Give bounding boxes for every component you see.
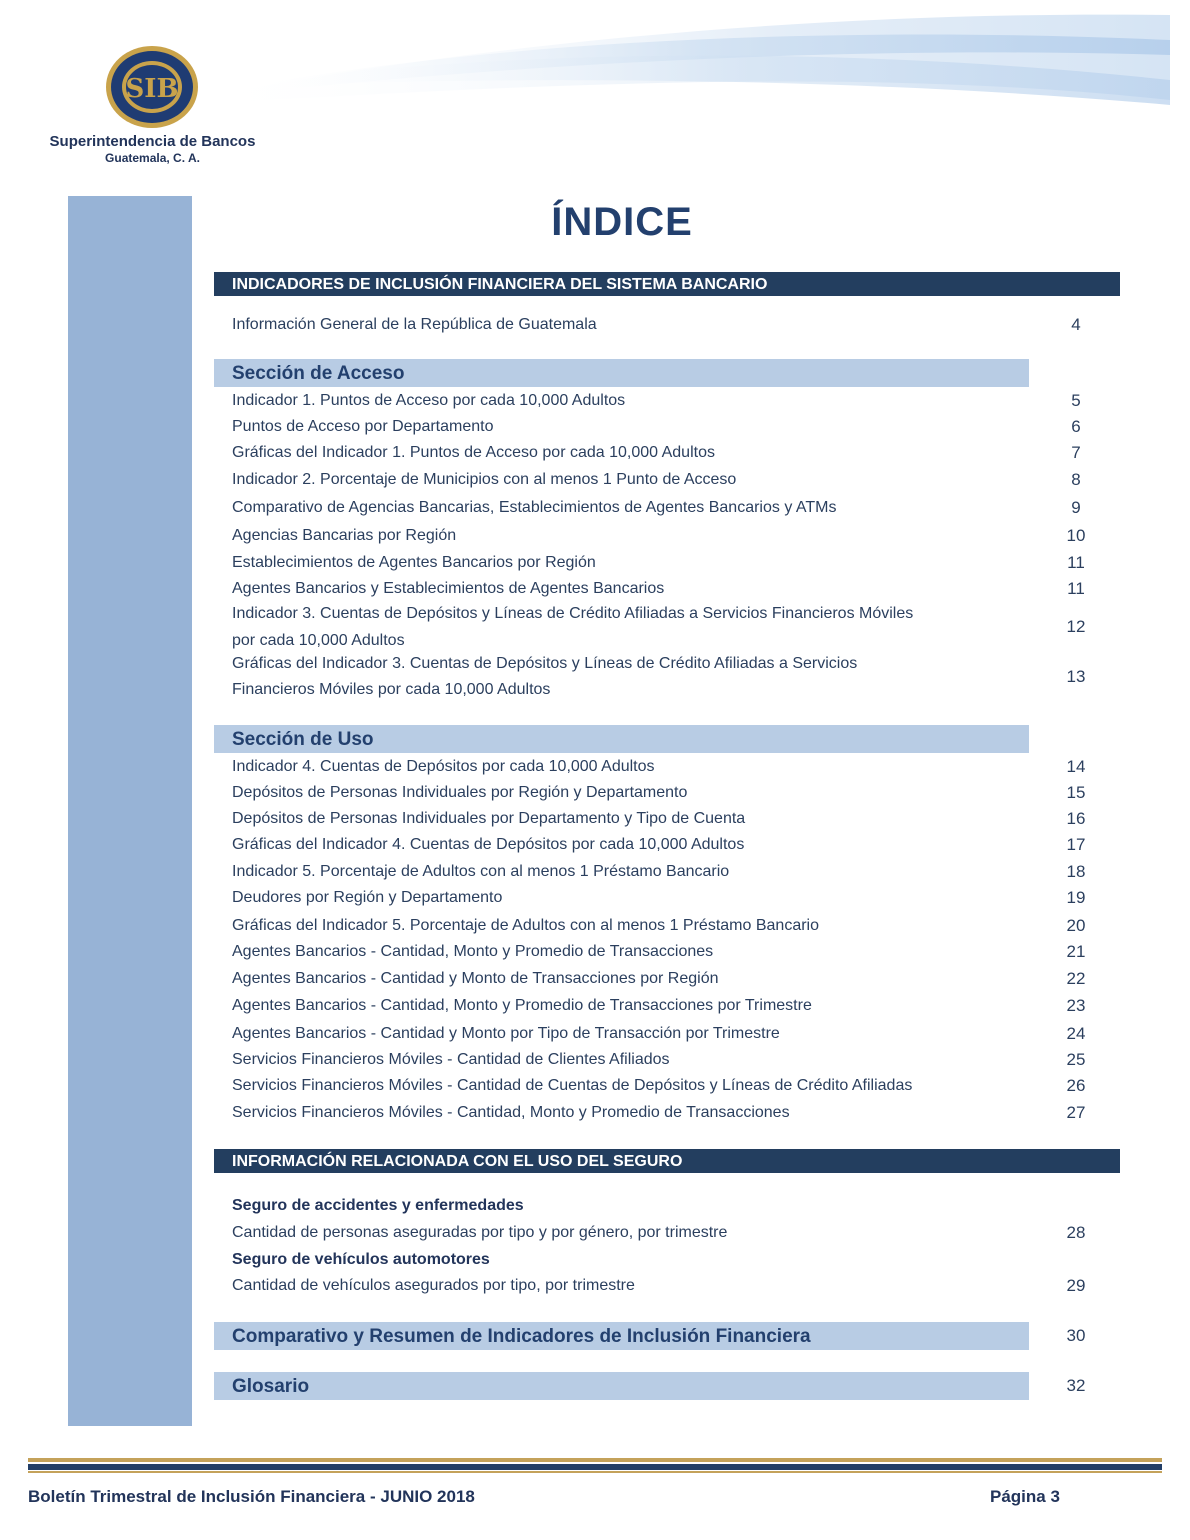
- toc-entry-line2[interactable]: Financieros Móviles por cada 10,000 Adultos: [232, 681, 551, 698]
- section-header-seguro: INFORMACIÓN RELACIONADA CON EL USO DEL SEGURO: [214, 1149, 1120, 1173]
- footer-page-number: Página 3: [990, 1487, 1060, 1506]
- toc-entry[interactable]: Servicios Financieros Móviles - Cantidad de Clientes Afiliados: [232, 1051, 670, 1068]
- logo-text: SIB: [125, 74, 179, 104]
- toc-entry-informacion-general[interactable]: Información General de la República de Guatemala: [232, 316, 597, 333]
- toc-page-number: 6: [1071, 417, 1081, 436]
- toc-page-number: 12: [1066, 617, 1086, 636]
- toc-page-number: 11: [1067, 553, 1085, 572]
- toc-page-number: 14: [1066, 757, 1086, 776]
- toc-entry[interactable]: Agencias Bancarias por Región: [232, 527, 457, 544]
- toc-page-number: 4: [1071, 315, 1081, 334]
- toc-page-number: 5: [1071, 391, 1081, 410]
- toc-page-number: 10: [1066, 526, 1086, 545]
- header-swoosh-decoration: [190, 10, 1170, 120]
- toc-entry[interactable]: Agentes Bancarios - Cantidad y Monto por Tipo de Transacción por Trimestre: [232, 1025, 780, 1042]
- toc-page-number: 19: [1066, 888, 1086, 907]
- toc-page-number: 20: [1066, 916, 1086, 935]
- sib-logo-seal: [104, 44, 200, 130]
- toc-entry[interactable]: Indicador 1. Puntos de Acceso por cada 10,000 Adultos: [232, 392, 626, 409]
- subsection-title: Seguro de vehículos automotores: [232, 1251, 490, 1268]
- toc-page-number: 18: [1066, 862, 1086, 881]
- toc-entry[interactable]: Depósitos de Personas Individuales por Región y Departamento: [232, 784, 688, 801]
- toc-page-number: 11: [1067, 579, 1085, 598]
- footer-rule-gold-thin: [28, 1471, 1162, 1473]
- toc-page-number: 32: [1066, 1376, 1086, 1395]
- toc-entry-line2[interactable]: por cada 10,000 Adultos: [232, 632, 405, 649]
- toc-page-number: 26: [1066, 1076, 1086, 1095]
- toc-entry[interactable]: Indicador 2. Porcentaje de Municipios con al menos 1 Punto de Acceso: [232, 471, 737, 488]
- toc-entry-line1[interactable]: Indicador 3. Cuentas de Depósitos y Líneas de Crédito Afiliadas a Servicios Financieros Móviles: [232, 605, 914, 622]
- toc-entry[interactable]: Servicios Financieros Móviles - Cantidad de Cuentas de Depósitos y Líneas de Crédito Afiliadas: [232, 1077, 913, 1094]
- toc-page-number: 29: [1066, 1276, 1086, 1295]
- subsection-title: Seguro de accidentes y enfermedades: [232, 1197, 524, 1214]
- section-header-comparativo[interactable]: Comparativo y Resumen de Indicadores de Inclusión Financiera: [214, 1322, 1029, 1350]
- toc-entry[interactable]: Puntos de Acceso por Departamento: [232, 418, 494, 435]
- toc-page-number: 15: [1066, 783, 1086, 802]
- toc-entry[interactable]: Comparativo de Agencias Bancarias, Establecimientos de Agentes Bancarios y ATMs: [232, 499, 837, 516]
- toc-page-number: 8: [1071, 470, 1081, 489]
- org-city: Guatemala, C. A.: [105, 151, 200, 165]
- footer-rule-gold: [28, 1458, 1162, 1462]
- toc-entry[interactable]: Indicador 4. Cuentas de Depósitos por cada 10,000 Adultos: [232, 758, 655, 775]
- toc-page-number: 7: [1071, 443, 1081, 462]
- footer-rule-blue: [28, 1464, 1162, 1470]
- toc-page-number: 17: [1066, 835, 1086, 854]
- toc-page-number: 9: [1071, 498, 1081, 517]
- toc-entry[interactable]: Cantidad de personas aseguradas por tipo y por género, por trimestre: [232, 1224, 728, 1241]
- toc-page-number: 28: [1066, 1223, 1086, 1242]
- toc-entry[interactable]: Indicador 5. Porcentaje de Adultos con al menos 1 Préstamo Bancario: [232, 863, 730, 880]
- left-side-bar: [68, 196, 192, 1426]
- toc-entry[interactable]: Servicios Financieros Móviles - Cantidad, Monto y Promedio de Transacciones: [232, 1104, 790, 1121]
- toc-entry[interactable]: Gráficas del Indicador 4. Cuentas de Depósitos por cada 10,000 Adultos: [232, 836, 745, 853]
- toc-entry[interactable]: Agentes Bancarios - Cantidad, Monto y Promedio de Transacciones: [232, 943, 714, 960]
- toc-page-number: 30: [1066, 1326, 1086, 1345]
- toc-page-number: 23: [1066, 996, 1086, 1015]
- footer-publication-title: Boletín Trimestral de Inclusión Financiera - JUNIO 2018: [28, 1487, 475, 1506]
- toc-entry[interactable]: Establecimientos de Agentes Bancarios por Región: [232, 554, 596, 571]
- toc-entry[interactable]: Agentes Bancarios - Cantidad y Monto de Transacciones por Región: [232, 970, 719, 987]
- toc-page-number: 24: [1066, 1024, 1086, 1043]
- toc-page-number: 22: [1066, 969, 1086, 988]
- toc-page-number: 16: [1066, 809, 1086, 828]
- toc-page-number: 13: [1066, 667, 1086, 686]
- section-header-uso: Sección de Uso: [214, 725, 1029, 753]
- org-name: Superintendencia de Bancos: [49, 133, 256, 150]
- toc-entry[interactable]: Gráficas del Indicador 1. Puntos de Acceso por cada 10,000 Adultos: [232, 444, 715, 461]
- section-header-indicadores: INDICADORES DE INCLUSIÓN FINANCIERA DEL SISTEMA BANCARIO: [214, 272, 1120, 296]
- toc-page-number: 21: [1066, 942, 1086, 961]
- toc-entry[interactable]: Agentes Bancarios y Establecimientos de Agentes Bancarios: [232, 580, 665, 597]
- toc-entry[interactable]: Deudores por Región y Departamento: [232, 889, 503, 906]
- toc-entry[interactable]: Cantidad de vehículos asegurados por tipo, por trimestre: [232, 1277, 635, 1294]
- toc-entry-line1[interactable]: Gráficas del Indicador 3. Cuentas de Depósitos y Líneas de Crédito Afiliadas a Servicios: [232, 655, 858, 672]
- toc-page-number: 27: [1066, 1103, 1086, 1122]
- toc-entry[interactable]: Depósitos de Personas Individuales por Departamento y Tipo de Cuenta: [232, 810, 746, 827]
- toc-entry[interactable]: Gráficas del Indicador 5. Porcentaje de Adultos con al menos 1 Préstamo Bancario: [232, 917, 819, 934]
- page-title: ÍNDICE: [551, 200, 693, 244]
- toc-page-number: 25: [1066, 1050, 1086, 1069]
- section-header-acceso: Sección de Acceso: [214, 359, 1029, 387]
- toc-entry[interactable]: Agentes Bancarios - Cantidad, Monto y Promedio de Transacciones por Trimestre: [232, 997, 812, 1014]
- section-header-glosario[interactable]: Glosario: [214, 1372, 1029, 1400]
